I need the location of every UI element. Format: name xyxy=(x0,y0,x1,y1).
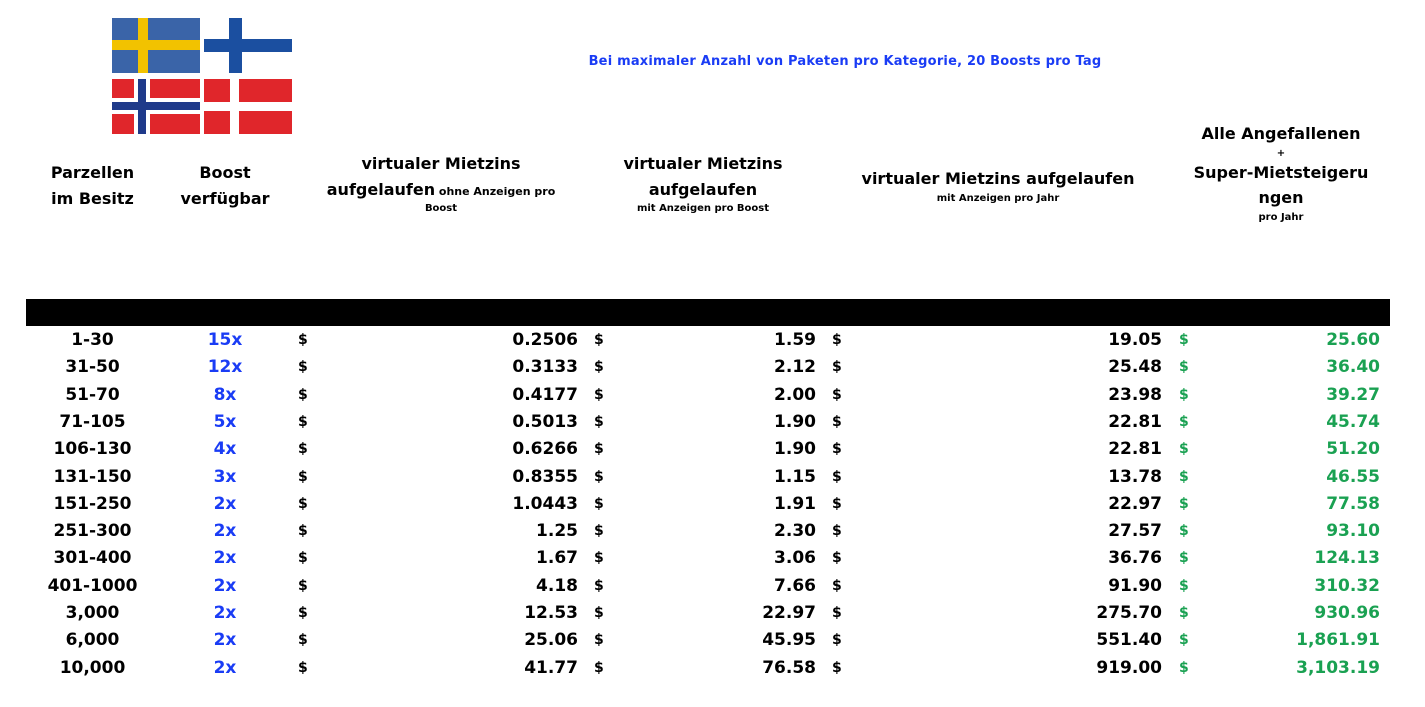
nordic-flags xyxy=(112,18,292,134)
header-alle-line4: ngen xyxy=(1258,188,1304,208)
cell-alle: 45.74 xyxy=(1326,411,1380,432)
cell-alle: 51.20 xyxy=(1326,439,1380,460)
header-jahr-line2: mit Anzeigen pro Jahr xyxy=(936,192,1060,204)
cell-pro-jahr: 27.57 xyxy=(1108,521,1162,542)
cell-boost: 2x xyxy=(213,521,237,542)
table-row xyxy=(0,409,1425,436)
cell-pro-jahr: 919.00 xyxy=(1096,657,1162,678)
cell-pro-jahr: 22.81 xyxy=(1108,439,1162,460)
header-parzellen xyxy=(30,160,155,211)
header-alle-line2: + xyxy=(1276,147,1286,159)
header-mit-line3: mit Anzeigen pro Boost xyxy=(636,203,770,215)
cell-mit-anzeigen: 1.90 xyxy=(774,411,816,432)
cell-ohne-anzeigen: 0.2506 xyxy=(512,330,578,350)
table-row xyxy=(0,382,1425,409)
cell-parzellen: 51-70 xyxy=(65,384,120,405)
table-row xyxy=(0,518,1425,545)
cell-parzellen: 106-130 xyxy=(53,439,132,460)
cell-alle: 930.96 xyxy=(1314,603,1380,623)
dollar-sign: $ xyxy=(298,386,308,403)
dollar-sign: $ xyxy=(298,605,308,621)
page-subtitle: Bei maximaler Anzahl von Paketen pro Kategorie, 20 Boosts pro Tag xyxy=(588,54,1102,69)
dollar-sign: $ xyxy=(1179,332,1189,348)
dollar-sign: $ xyxy=(1179,413,1189,430)
dollar-sign: $ xyxy=(832,659,842,676)
cell-pro-jahr: 13.78 xyxy=(1108,466,1162,487)
cell-boost: 2x xyxy=(213,603,237,623)
dollar-sign: $ xyxy=(1179,523,1189,540)
cell-alle: 36.40 xyxy=(1326,357,1380,378)
header-boost xyxy=(160,160,290,211)
cell-parzellen: 151-250 xyxy=(53,493,132,514)
cell-alle: 39.27 xyxy=(1326,384,1380,405)
cell-ohne-anzeigen: 0.3133 xyxy=(512,357,578,378)
dollar-sign: $ xyxy=(1179,550,1189,567)
dollar-sign: $ xyxy=(298,550,308,567)
table-row xyxy=(0,545,1425,572)
header-ohne-line2: aufgelaufen xyxy=(326,179,436,199)
table-row xyxy=(0,436,1425,463)
cell-alle: 310.32 xyxy=(1314,575,1380,596)
dollar-sign: $ xyxy=(298,495,308,512)
header-mit-line2: aufgelaufen xyxy=(648,179,758,199)
dollar-sign: $ xyxy=(298,359,308,376)
cell-pro-jahr: 22.97 xyxy=(1108,493,1162,514)
table-row xyxy=(0,327,1425,354)
cell-pro-jahr: 25.48 xyxy=(1108,357,1162,378)
cell-parzellen: 3,000 xyxy=(65,603,120,623)
dollar-sign: $ xyxy=(298,441,308,458)
dollar-sign: $ xyxy=(832,359,842,376)
cell-ohne-anzeigen: 1.0443 xyxy=(512,493,578,514)
dollar-sign: $ xyxy=(832,577,842,594)
header-boost-line2: verfügbar xyxy=(180,188,270,208)
dollar-sign: $ xyxy=(832,495,842,512)
header-ohne-line2-wrap xyxy=(296,177,586,203)
cell-mit-anzeigen: 1.15 xyxy=(774,466,816,487)
cell-mit-anzeigen: 76.58 xyxy=(762,657,816,678)
cell-boost: 2x xyxy=(213,630,237,651)
cell-ohne-anzeigen: 12.53 xyxy=(524,603,578,623)
cell-alle: 1,861.91 xyxy=(1296,630,1380,651)
cell-pro-jahr: 22.81 xyxy=(1108,411,1162,432)
dollar-sign: $ xyxy=(1179,605,1189,621)
cell-mit-anzeigen: 7.66 xyxy=(774,575,816,596)
cell-ohne-anzeigen: 1.67 xyxy=(536,548,578,569)
table-row xyxy=(0,491,1425,518)
table-row xyxy=(0,627,1425,654)
cell-parzellen: 10,000 xyxy=(59,657,126,678)
header-mietzins-mit-anzeigen xyxy=(598,151,808,215)
cell-ohne-anzeigen: 0.8355 xyxy=(512,466,578,487)
cell-parzellen: 1-30 xyxy=(71,330,114,350)
dollar-sign: $ xyxy=(298,632,308,649)
dollar-sign: $ xyxy=(832,386,842,403)
cell-boost: 8x xyxy=(213,384,237,405)
table-row xyxy=(0,464,1425,491)
header-mit-line1: virtualer Mietzins xyxy=(623,154,783,173)
dollar-sign: $ xyxy=(1179,386,1189,403)
cell-ohne-anzeigen: 0.6266 xyxy=(512,439,578,460)
table-row xyxy=(0,655,1425,682)
cell-ohne-anzeigen: 41.77 xyxy=(524,657,578,678)
header-mietzins-pro-jahr xyxy=(828,166,1168,205)
cell-pro-jahr: 19.05 xyxy=(1108,330,1162,350)
cell-mit-anzeigen: 45.95 xyxy=(762,630,816,651)
dollar-sign: $ xyxy=(832,468,842,485)
dollar-sign: $ xyxy=(298,332,308,348)
cell-parzellen: 31-50 xyxy=(65,357,120,378)
cell-boost: 5x xyxy=(213,411,237,432)
header-ohne-line3: Boost xyxy=(424,203,458,215)
dollar-sign: $ xyxy=(298,659,308,676)
dollar-sign: $ xyxy=(832,550,842,567)
dollar-sign: $ xyxy=(298,413,308,430)
dollar-sign: $ xyxy=(594,495,604,512)
cell-alle: 25.60 xyxy=(1326,330,1380,350)
cell-pro-jahr: 36.76 xyxy=(1108,548,1162,569)
header-alle-line1: Alle Angefallenen xyxy=(1201,124,1361,143)
cell-parzellen: 401-1000 xyxy=(47,575,138,596)
dollar-sign: $ xyxy=(832,632,842,649)
dollar-sign: $ xyxy=(298,577,308,594)
cell-parzellen: 6,000 xyxy=(65,630,120,651)
cell-ohne-anzeigen: 25.06 xyxy=(524,630,578,651)
dollar-sign: $ xyxy=(594,577,604,594)
dollar-sign: $ xyxy=(594,386,604,403)
header-boost-line1: Boost xyxy=(199,163,251,182)
dollar-sign: $ xyxy=(832,523,842,540)
dollar-sign: $ xyxy=(594,441,604,458)
dollar-sign: $ xyxy=(594,413,604,430)
cell-ohne-anzeigen: 1.25 xyxy=(536,521,578,542)
cell-boost: 2x xyxy=(213,657,237,678)
cell-ohne-anzeigen: 0.5013 xyxy=(512,411,578,432)
dollar-sign: $ xyxy=(1179,577,1189,594)
cell-alle: 124.13 xyxy=(1314,548,1380,569)
cell-parzellen: 301-400 xyxy=(53,548,132,569)
cell-ohne-anzeigen: 4.18 xyxy=(536,575,578,596)
table-row xyxy=(0,600,1425,627)
cell-ohne-anzeigen: 0.4177 xyxy=(512,384,578,405)
dollar-sign: $ xyxy=(298,468,308,485)
dollar-sign: $ xyxy=(1179,359,1189,376)
cell-boost: 2x xyxy=(213,575,237,596)
dollar-sign: $ xyxy=(594,523,604,540)
cell-boost: 15x xyxy=(207,330,243,350)
dollar-sign: $ xyxy=(594,332,604,348)
norway-flag-icon xyxy=(112,79,200,134)
dollar-sign: $ xyxy=(832,413,842,430)
dollar-sign: $ xyxy=(594,605,604,621)
dollar-sign: $ xyxy=(298,523,308,540)
cell-alle: 3,103.19 xyxy=(1296,657,1380,678)
cell-boost: 3x xyxy=(213,466,237,487)
header-ohne-line2-small: ohne Anzeigen pro xyxy=(435,184,556,198)
dollar-sign: $ xyxy=(1179,495,1189,512)
header-mietzins-ohne-anzeigen xyxy=(296,151,586,215)
header-ohne-line1: virtualer Mietzins xyxy=(361,154,521,173)
table-row xyxy=(0,354,1425,381)
cell-mit-anzeigen: 1.90 xyxy=(774,439,816,460)
cell-boost: 2x xyxy=(213,493,237,514)
dollar-sign: $ xyxy=(832,332,842,348)
denmark-flag-icon xyxy=(204,79,292,134)
cell-parzellen: 71-105 xyxy=(59,411,126,432)
header-separator-bar xyxy=(26,299,1390,326)
cell-alle: 77.58 xyxy=(1326,493,1380,514)
finland-flag-icon xyxy=(204,18,292,73)
dollar-sign: $ xyxy=(594,468,604,485)
cell-pro-jahr: 551.40 xyxy=(1096,630,1162,651)
table-row xyxy=(0,573,1425,600)
header-alle-line3: Super-Mietsteigeru xyxy=(1193,162,1369,182)
cell-mit-anzeigen: 2.00 xyxy=(774,384,816,405)
cell-alle: 46.55 xyxy=(1326,466,1380,487)
dollar-sign: $ xyxy=(1179,468,1189,485)
cell-mit-anzeigen: 22.97 xyxy=(762,603,816,623)
dollar-sign: $ xyxy=(594,359,604,376)
cell-parzellen: 251-300 xyxy=(53,521,132,542)
dollar-sign: $ xyxy=(594,659,604,676)
cell-mit-anzeigen: 2.12 xyxy=(774,357,816,378)
cell-alle: 93.10 xyxy=(1326,521,1380,542)
cell-mit-anzeigen: 1.91 xyxy=(774,493,816,514)
sweden-flag-icon xyxy=(112,18,200,73)
header-parzellen-line1: Parzellen xyxy=(50,163,135,182)
dollar-sign: $ xyxy=(1179,441,1189,458)
cell-mit-anzeigen: 3.06 xyxy=(774,548,816,569)
header-jahr-line1: virtualer Mietzins aufgelaufen xyxy=(861,169,1135,188)
dollar-sign: $ xyxy=(594,550,604,567)
cell-pro-jahr: 275.70 xyxy=(1096,603,1162,623)
cell-pro-jahr: 23.98 xyxy=(1108,384,1162,405)
cell-boost: 2x xyxy=(213,548,237,569)
dollar-sign: $ xyxy=(832,605,842,621)
dollar-sign: $ xyxy=(1179,659,1189,676)
dollar-sign: $ xyxy=(594,632,604,649)
cell-pro-jahr: 91.90 xyxy=(1108,575,1162,596)
cell-mit-anzeigen: 2.30 xyxy=(774,521,816,542)
header-parzellen-line2: im Besitz xyxy=(51,188,134,208)
cell-boost: 12x xyxy=(207,357,243,378)
dollar-sign: $ xyxy=(832,441,842,458)
cell-mit-anzeigen: 1.59 xyxy=(774,330,816,350)
header-alle-line5: pro Jahr xyxy=(1258,211,1304,223)
cell-parzellen: 131-150 xyxy=(53,466,132,487)
dollar-sign: $ xyxy=(1179,632,1189,649)
cell-boost: 4x xyxy=(213,439,237,460)
header-alle-angefallenen xyxy=(1172,121,1390,224)
